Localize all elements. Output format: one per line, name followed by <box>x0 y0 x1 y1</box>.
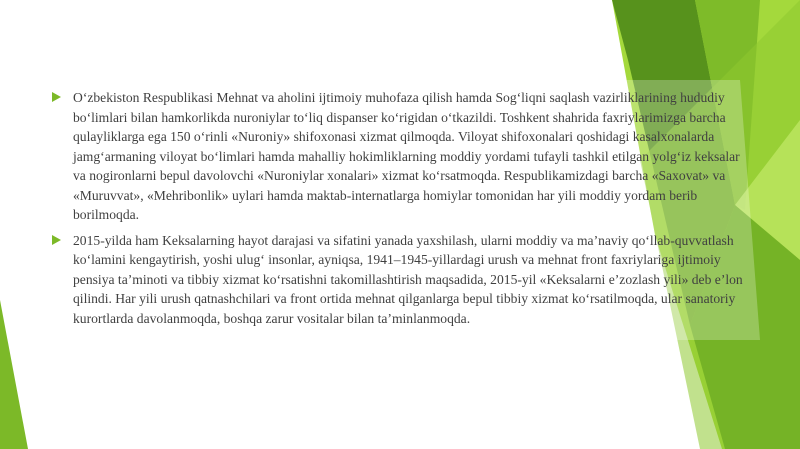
triangle-bullet-icon <box>52 235 61 245</box>
left-green-sliver <box>0 300 28 449</box>
bullet-text: 2015-yilda ham Keksalarning hayot darajasi va sifatini yanada yaxshilash, ularni moddiy va ma’naviy qo‘llab-quvvatlash ko‘lamini kengaytirish, yoshi ulug‘ insonlar, ayniqsa, 1941–1945-yillardagi urush va mehnat front faxriylariga ijtimoiy pensiya ta’minoti va tibbiy xizmat ko‘rsatishni takomillashtirish maqsadida, 2015-yil «Keksalarni e’zozlash yili» deb e’lon qilindi. Har yili urush qatnashchilari va front ortida mehnat qilganlarga bepul tibbiy xizmat ko‘rsatilmoqda, ular sanatoriy kurortlarda davolanmoqda, boshqa zarur vositalar bilan ta’minlanmoqda. <box>73 232 743 326</box>
bullet-list <box>52 88 752 334</box>
bullet-item <box>52 88 752 225</box>
bullet-item <box>52 231 752 329</box>
bullet-text: O‘zbekiston Respublikasi Mehnat va aholini ijtimoiy muhofaza qilish hamda Sog‘liqni saqlash vazirliklarining hududiy bo‘limlari bilan hamkorlikda nuroniylar to‘liq dispanser ko‘rigidan o‘tkazildi. Toshkent shahrida faxriylarimizga barcha qulayliklarga ega 150 o‘rinli «Nuroniy» shifoxonasi xizmat qilmoqda. Viloyat shifoxonalari qoshidagi kasalxonalarda jamg‘armaning viloyat bo‘limlari hamda mahalliy hokimliklarning moddiy yordami tufayli tashkil etilgan yolg‘iz keksalar va nogironlarni bepul davolovchi «Nuroniylar xonalari» xizmat ko‘rsatmoqda. Respublikamizdagi barcha «Saxovat» va «Muruvvat», «Mehribonlik» uylari hamda maktab-internatlarga homiylar tomonidan har yili moddiy yordam berib borilmoqda. <box>73 90 740 222</box>
triangle-bullet-icon <box>52 92 61 102</box>
